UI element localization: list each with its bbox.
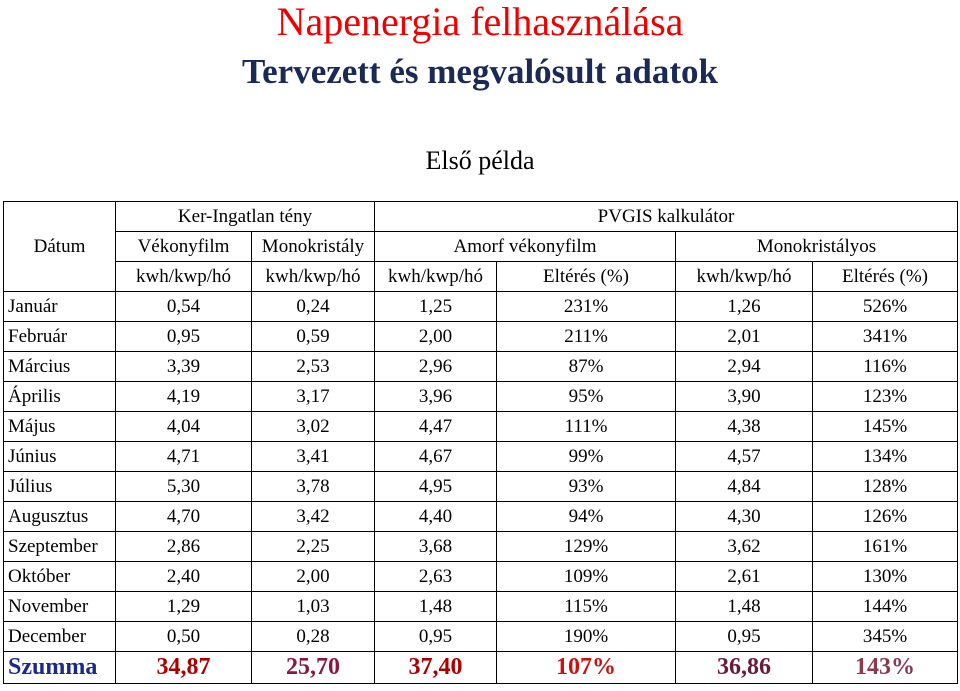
month-cell: Június bbox=[4, 442, 116, 472]
value-cell: 4,67 bbox=[375, 442, 497, 472]
value-cell: 341% bbox=[813, 322, 958, 352]
value-cell: 2,25 bbox=[252, 532, 375, 562]
header-row-types bbox=[4, 232, 958, 262]
unit-header: kwh/kwp/hó bbox=[676, 262, 813, 292]
total-row bbox=[4, 652, 958, 684]
value-cell: 1,29 bbox=[116, 592, 252, 622]
total-value: 143% bbox=[813, 652, 958, 684]
value-cell: 4,47 bbox=[375, 412, 497, 442]
value-cell: 345% bbox=[813, 622, 958, 652]
month-cell: Április bbox=[4, 382, 116, 412]
value-cell: 2,86 bbox=[116, 532, 252, 562]
value-cell: 0,95 bbox=[676, 622, 813, 652]
value-cell: 130% bbox=[813, 562, 958, 592]
value-cell: 0,24 bbox=[252, 292, 375, 322]
group-header-ker: Ker-Ingatlan tény bbox=[116, 202, 375, 232]
value-cell: 4,70 bbox=[116, 502, 252, 532]
unit-header: Eltérés (%) bbox=[813, 262, 958, 292]
table-row bbox=[4, 472, 958, 502]
value-cell: 116% bbox=[813, 352, 958, 382]
value-cell: 161% bbox=[813, 532, 958, 562]
month-cell: Október bbox=[4, 562, 116, 592]
value-cell: 3,39 bbox=[116, 352, 252, 382]
value-cell: 4,84 bbox=[676, 472, 813, 502]
value-cell: 2,53 bbox=[252, 352, 375, 382]
value-cell: 211% bbox=[497, 322, 676, 352]
type-header-amorf: Amorf vékonyfilm bbox=[375, 232, 676, 262]
value-cell: 3,78 bbox=[252, 472, 375, 502]
table-row bbox=[4, 352, 958, 382]
total-value: 25,70 bbox=[252, 652, 375, 684]
month-cell: Május bbox=[4, 412, 116, 442]
value-cell: 4,71 bbox=[116, 442, 252, 472]
value-cell: 4,19 bbox=[116, 382, 252, 412]
value-cell: 2,63 bbox=[375, 562, 497, 592]
total-value: 34,87 bbox=[116, 652, 252, 684]
unit-header: Eltérés (%) bbox=[497, 262, 676, 292]
value-cell: 129% bbox=[497, 532, 676, 562]
value-cell: 1,48 bbox=[676, 592, 813, 622]
value-cell: 4,57 bbox=[676, 442, 813, 472]
value-cell: 4,38 bbox=[676, 412, 813, 442]
value-cell: 3,68 bbox=[375, 532, 497, 562]
value-cell: 1,03 bbox=[252, 592, 375, 622]
page-title: Napenergia felhasználása bbox=[276, 0, 684, 44]
value-cell: 3,42 bbox=[252, 502, 375, 532]
value-cell: 95% bbox=[497, 382, 676, 412]
value-cell: 3,62 bbox=[676, 532, 813, 562]
value-cell: 4,04 bbox=[116, 412, 252, 442]
type-header-monokristaly: Monokristály bbox=[252, 232, 375, 262]
value-cell: 87% bbox=[497, 352, 676, 382]
value-cell: 1,25 bbox=[375, 292, 497, 322]
value-cell: 5,30 bbox=[116, 472, 252, 502]
value-cell: 0,59 bbox=[252, 322, 375, 352]
value-cell: 4,40 bbox=[375, 502, 497, 532]
value-cell: 93% bbox=[497, 472, 676, 502]
table-row bbox=[4, 412, 958, 442]
type-header-vekonyfilm: Vékonyfilm bbox=[116, 232, 252, 262]
table-body bbox=[4, 292, 958, 652]
value-cell: 126% bbox=[813, 502, 958, 532]
table-row bbox=[4, 292, 958, 322]
table-row bbox=[4, 592, 958, 622]
value-cell: 111% bbox=[497, 412, 676, 442]
value-cell: 134% bbox=[813, 442, 958, 472]
value-cell: 2,01 bbox=[676, 322, 813, 352]
month-cell: November bbox=[4, 592, 116, 622]
table-row bbox=[4, 442, 958, 472]
value-cell: 128% bbox=[813, 472, 958, 502]
total-value: 37,40 bbox=[375, 652, 497, 684]
value-cell: 3,17 bbox=[252, 382, 375, 412]
table-row bbox=[4, 532, 958, 562]
header-row-units bbox=[4, 262, 958, 292]
month-cell: Február bbox=[4, 322, 116, 352]
unit-header: kwh/kwp/hó bbox=[375, 262, 497, 292]
value-cell: 4,30 bbox=[676, 502, 813, 532]
value-cell: 2,00 bbox=[252, 562, 375, 592]
value-cell: 2,61 bbox=[676, 562, 813, 592]
page-subtitle: Tervezett és megvalósult adatok bbox=[242, 52, 718, 91]
total-label: Szumma bbox=[4, 652, 116, 684]
value-cell: 3,96 bbox=[375, 382, 497, 412]
value-cell: 4,95 bbox=[375, 472, 497, 502]
value-cell: 94% bbox=[497, 502, 676, 532]
value-cell: 0,28 bbox=[252, 622, 375, 652]
value-cell: 0,95 bbox=[116, 322, 252, 352]
month-cell: Augusztus bbox=[4, 502, 116, 532]
value-cell: 231% bbox=[497, 292, 676, 322]
table-row bbox=[4, 562, 958, 592]
value-cell: 3,90 bbox=[676, 382, 813, 412]
value-cell: 109% bbox=[497, 562, 676, 592]
month-cell: Szeptember bbox=[4, 532, 116, 562]
table-row bbox=[4, 502, 958, 532]
value-cell: 526% bbox=[813, 292, 958, 322]
section-title: Első példa bbox=[425, 146, 535, 175]
type-header-monokristalyos: Monokristályos bbox=[676, 232, 958, 262]
date-header: Dátum bbox=[4, 202, 116, 292]
table-row bbox=[4, 382, 958, 412]
header-row-groups bbox=[4, 202, 958, 232]
unit-header: kwh/kwp/hó bbox=[116, 262, 252, 292]
month-cell: Március bbox=[4, 352, 116, 382]
value-cell: 115% bbox=[497, 592, 676, 622]
month-cell: December bbox=[4, 622, 116, 652]
value-cell: 2,94 bbox=[676, 352, 813, 382]
value-cell: 190% bbox=[497, 622, 676, 652]
value-cell: 1,48 bbox=[375, 592, 497, 622]
value-cell: 0,54 bbox=[116, 292, 252, 322]
value-cell: 3,02 bbox=[252, 412, 375, 442]
table-row bbox=[4, 622, 958, 652]
value-cell: 123% bbox=[813, 382, 958, 412]
month-cell: Július bbox=[4, 472, 116, 502]
value-cell: 0,95 bbox=[375, 622, 497, 652]
value-cell: 2,00 bbox=[375, 322, 497, 352]
data-table bbox=[3, 201, 958, 684]
total-value: 36,86 bbox=[676, 652, 813, 684]
unit-header: kwh/kwp/hó bbox=[252, 262, 375, 292]
group-header-pvgis: PVGIS kalkulátor bbox=[375, 202, 958, 232]
value-cell: 2,40 bbox=[116, 562, 252, 592]
table-row bbox=[4, 322, 958, 352]
value-cell: 3,41 bbox=[252, 442, 375, 472]
value-cell: 144% bbox=[813, 592, 958, 622]
month-cell: Január bbox=[4, 292, 116, 322]
total-value: 107% bbox=[497, 652, 676, 684]
value-cell: 2,96 bbox=[375, 352, 497, 382]
value-cell: 0,50 bbox=[116, 622, 252, 652]
value-cell: 145% bbox=[813, 412, 958, 442]
value-cell: 1,26 bbox=[676, 292, 813, 322]
value-cell: 99% bbox=[497, 442, 676, 472]
